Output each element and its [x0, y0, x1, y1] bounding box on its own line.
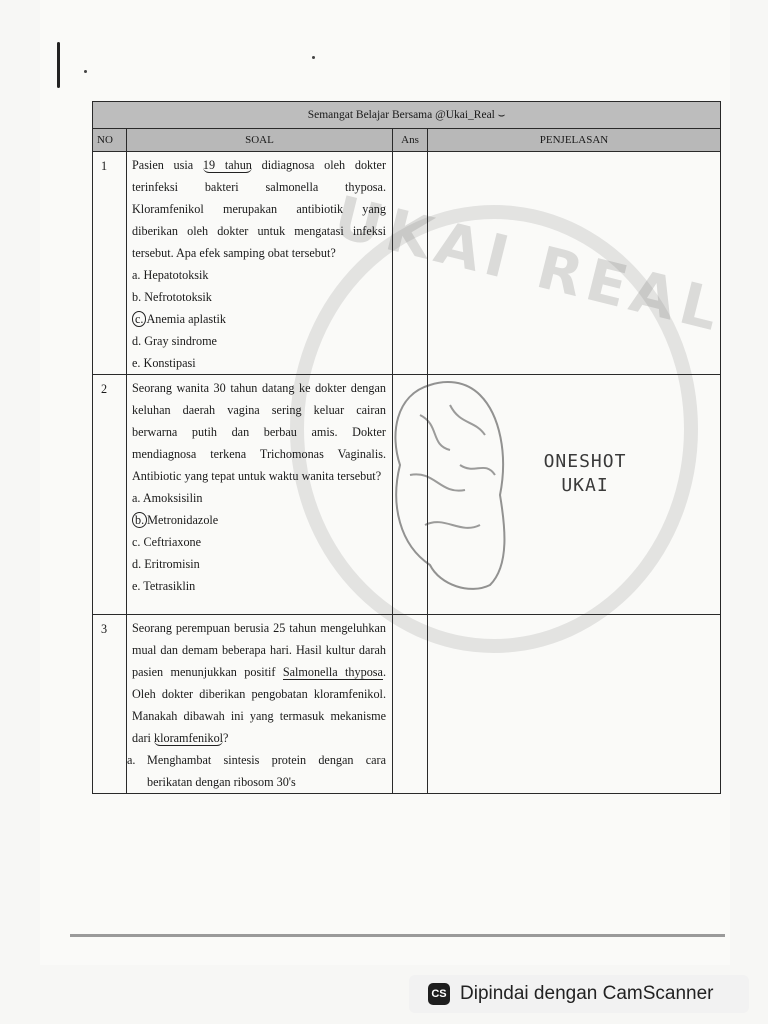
option-d: d. Eritromisin — [132, 557, 200, 571]
answer-cell — [393, 615, 428, 794]
question-number: 1 — [93, 152, 127, 375]
question-text: Seorang perempuan berusia 25 tahun mengeluhkan mual dan demam beberapa hari. Hasil kultur darah pasien menunjukkan positif Salmonella thyposa. Oleh dokter diberikan pengobatan kloramfenikol. Manakah dibawah ini yang termasuk mekanisme dari kloramfenikol? — [132, 621, 386, 745]
option-e: e. Konstipasi — [132, 356, 196, 370]
option-a: a. Hepatotoksik — [132, 268, 209, 282]
camscanner-text: Dipindai dengan CamScanner — [460, 983, 714, 1004]
option-e: e. Tetrasiklin — [132, 579, 196, 593]
stamp-line-2: UKAI — [561, 475, 609, 496]
camscanner-watermark — [409, 975, 749, 1013]
circled-answer-mark: c. — [132, 311, 146, 327]
answer-cell — [393, 152, 428, 375]
option-c: c. Ceftriaxone — [132, 535, 202, 549]
pen-mark — [57, 42, 60, 88]
answer-cell — [393, 375, 428, 615]
question-table — [92, 101, 721, 794]
question-number: 3 — [93, 615, 127, 794]
question-cell — [127, 152, 393, 375]
question-text: Seorang wanita 30 tahun datang ke dokter dengan keluhan daerah vagina sering keluar cairan berwarna putih dan berbau amis. Dokter mendiagnosa terkena Trichomonas Vaginalis. Antibiotic yang tepat untuk waktu wanita tersebut? — [132, 381, 386, 483]
watermark-text: UKAI REAL — [327, 182, 732, 346]
question-number: 2 — [93, 375, 127, 615]
question-cell — [127, 375, 393, 615]
option-d: d. Gray sindrome — [132, 334, 217, 348]
banner-text: Semangat Belajar Bersama @Ukai_Real — [307, 109, 495, 121]
option-a: a. Menghambat sintesis protein dengan cara berikatan dengan ribosom 30's — [127, 753, 386, 789]
question-cell — [127, 615, 393, 794]
col-penjelasan: PENJELASAN — [428, 129, 721, 152]
drug-underline: kloramfenikol — [154, 731, 224, 745]
col-soal: SOAL — [127, 129, 393, 152]
explanation-cell — [428, 152, 721, 375]
option-c-selected: c. Anemia aplastik — [132, 308, 386, 330]
camscanner-logo-icon: CS — [428, 983, 450, 1005]
organism-underline: Salmonella thyposa — [282, 665, 383, 679]
header-row — [93, 129, 721, 152]
stamp-line-1: ONESHOT — [543, 451, 627, 472]
table-row — [93, 375, 721, 615]
col-no: NO — [93, 129, 127, 152]
explanation-cell — [428, 375, 721, 615]
option-b: b. Nefrototoksik — [132, 290, 212, 304]
circled-answer-mark: b. — [132, 512, 147, 528]
speck — [84, 70, 87, 73]
age-mark: 19 tahun — [202, 158, 252, 172]
speck — [312, 56, 315, 59]
option-a: a. Amoksisilin — [132, 491, 203, 505]
table-row — [93, 152, 721, 375]
question-text: Pasien usia 19 tahun didiagnosa oleh dokter terinfeksi bakteri salmonella thyposa. Kloramfenikol merupakan antibiotik yang diberikan oleh dokter untuk mengatasi infeksi tersebut. Apa efek samping obat tersebut? — [132, 158, 387, 260]
table-banner: Semangat Belajar Bersama @Ukai_Real ⌣ — [93, 102, 721, 129]
explanation-cell — [428, 615, 721, 794]
table-row — [93, 615, 721, 794]
col-ans: Ans — [393, 129, 428, 152]
page-bottom-line — [70, 934, 725, 937]
option-b-selected: b. Metronidazole — [132, 509, 386, 531]
